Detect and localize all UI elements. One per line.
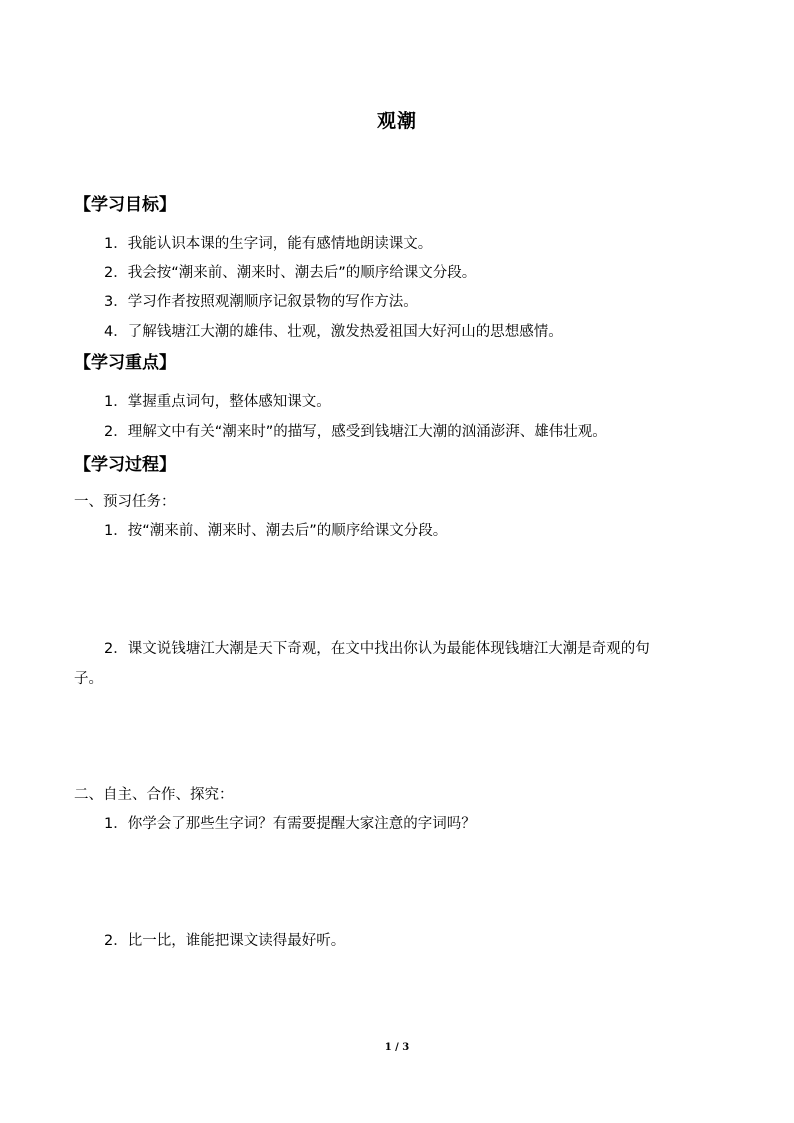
section-heading-focus: 【学习重点】	[74, 353, 176, 373]
part2-question-2: 2．比一比，谁能把课文读得最好听。	[104, 933, 346, 949]
page-number: 1 / 3	[384, 1042, 410, 1053]
page-title: 观潮	[376, 110, 417, 132]
part1-question-2-line1: 2．课文说钱塘江大潮是天下奇观，在文中找出你认为最能体现钱塘江大潮是奇观的句	[104, 641, 650, 657]
goal-item-2: 2．我会按“潮来前、潮来时、潮去后”的顺序给课文分段。	[104, 265, 477, 281]
goal-item-1: 1．我能认识本课的生字词，能有感情地朗读课文。	[104, 236, 433, 252]
section-heading-process: 【学习过程】	[74, 455, 176, 475]
part1-label: 一、预习任务：	[74, 494, 176, 510]
part1-question-1: 1．按“潮来前、潮来时、潮去后”的顺序给课文分段。	[104, 523, 448, 539]
focus-item-2: 2．理解文中有关“潮来时”的描写，感受到钱塘江大潮的汹涌澎湃、雄伟壮观。	[104, 424, 607, 440]
section-heading-goals: 【学习目标】	[74, 195, 176, 215]
goal-item-4: 4．了解钱塘江大潮的雄伟、壮观，激发热爱祖国大好河山的思想感情。	[104, 324, 563, 340]
goal-item-3: 3．学习作者按照观潮顺序记叙景物的写作方法。	[104, 294, 418, 310]
part2-question-1: 1．你学会了那些生字词？有需要提醒大家注意的字词吗？	[104, 816, 476, 832]
part2-label: 二、自主、合作、探究：	[74, 787, 234, 803]
part1-question-2-line2: 子。	[74, 671, 103, 687]
focus-item-1: 1．掌握重点词句，整体感知课文。	[104, 394, 331, 410]
